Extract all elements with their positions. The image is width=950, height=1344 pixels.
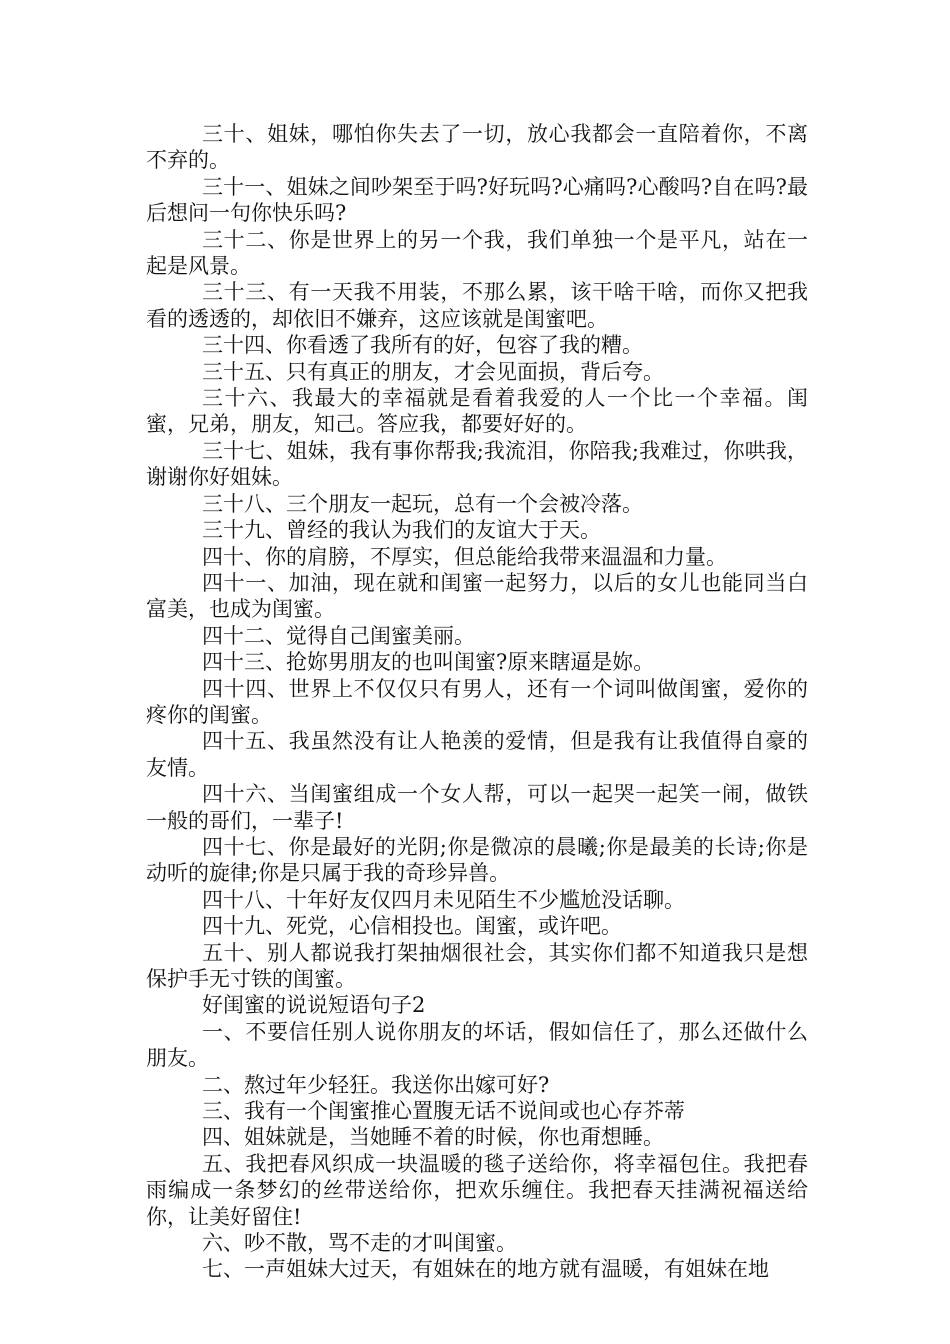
paragraph-4: 四、姐妹就是，当她睡不着的时候，你也甭想睡。 [202,1125,664,1150]
paragraph-43: 四十三、抢妳男朋友的也叫闺蜜?原来瞎逼是妳。 [202,650,655,675]
paragraph-5: 五、我把春风织成一块温暖的毯子送给你，将幸福包住。我把春雨编成一条梦幻的丝带送给你，把欢乐缠住。我把春天挂满祝福送给你，让美好留住! [146,1151,808,1229]
paragraph-40: 四十、你的肩膀，不厚实，但总能给我带来温温和力量。 [202,544,727,569]
paragraph-48: 四十八、十年好友仅四月未见陌生不少尴尬没话聊。 [202,887,685,912]
paragraph-38: 三十八、三个朋友一起玩，总有一个会被冷落。 [202,491,643,516]
paragraph-49: 四十九、死党，心信相投也。闺蜜，或许吧。 [202,914,622,939]
paragraph-47: 四十七、你是最好的光阴;你是微凉的晨曦;你是最美的长诗;你是动听的旋律;你是只属于我的奇珍异兽。 [146,834,808,886]
paragraph-44: 四十四、世界上不仅仅只有男人，还有一个词叫做闺蜜，爱你的疼你的闺蜜。 [146,676,808,727]
paragraph-30: 三十、姐妹，哪怕你失去了一切，放心我都会一直陪着你，不离不弃的。 [146,122,808,173]
paragraph-6: 六、吵不散，骂不走的才叫闺蜜。 [202,1231,517,1256]
paragraph-2: 二、熬过年少轻狂。我送你出嫁可好? [202,1072,550,1097]
paragraph-36: 三十六、我最大的幸福就是看着我爱的人一个比一个幸福。闺蜜，兄弟，朋友，知己。答应我，都要好好的。 [146,386,808,437]
paragraph-7: 七、一声姐妹大过天，有姐妹在的地方就有温暖，有姐妹在地 [202,1257,769,1282]
paragraph-35: 三十五、只有真正的朋友，才会见面损，背后夸。 [202,359,664,384]
paragraph-41: 四十一、加油，现在就和闺蜜一起努力，以后的女儿也能同当白富美，也成为闺蜜。 [146,570,808,622]
paragraph-1: 一、不要信任别人说你朋友的坏话，假如信任了，那么还做什么朋友。 [146,1019,808,1071]
paragraph-39: 三十九、曾经的我认为我们的友谊大于天。 [202,518,601,543]
paragraph-31: 三十一、姐妹之间吵架至于吗?好玩吗?心痛吗?心酸吗?自在吗?最后想问一句你快乐吗? [146,174,808,226]
paragraph-42: 四十二、觉得自己闺蜜美丽。 [202,623,475,648]
paragraph-50: 五十、别人都说我打架抽烟很社会，其实你们都不知道我只是想保护手无寸铁的闺蜜。 [146,940,808,991]
paragraph-33: 三十三、有一天我不用装，不那么累，该干啥干啥，而你又把我看的透透的，却依旧不嫌弃，这应该就是闺蜜吧。 [146,280,808,331]
document-body [146,121,808,1283]
paragraph-37: 三十七、姐妹，我有事你帮我;我流泪，你陪我;我难过，你哄我，谢谢你好姐妹。 [146,438,808,490]
paragraph-34: 三十四、你看透了我所有的好，包容了我的糟。 [202,333,643,358]
paragraph-45: 四十五、我虽然没有让人艳羡的爱情，但是我有让我值得自豪的友情。 [146,729,808,780]
paragraph-32: 三十二、你是世界上的另一个我，我们单独一个是平凡，站在一起是风景。 [146,227,808,279]
paragraph-46: 四十六、当闺蜜组成一个女人帮，可以一起哭一起笑一闹，做铁一般的哥们，一辈子! [146,782,808,833]
paragraph-3: 三、我有一个闺蜜推心置腹无话不说间或也心存芥蒂 [202,1099,685,1124]
section-heading: 好闺蜜的说说短语句子2 [202,993,426,1018]
